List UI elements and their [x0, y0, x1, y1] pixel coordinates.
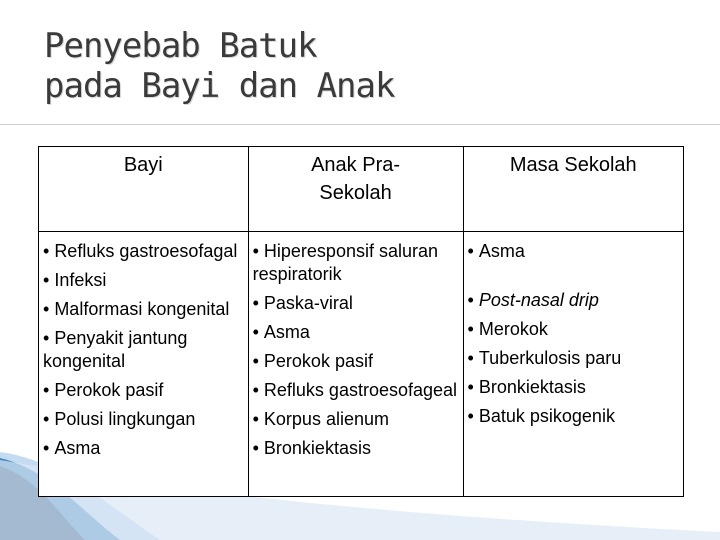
- cell-masa-sekolah: [463, 232, 683, 497]
- list-anak-pra-sekolah: [253, 240, 463, 460]
- list-item-text: Post-nasal drip: [478, 290, 599, 310]
- slide-title: [44, 26, 604, 106]
- list-item: • Korpus alienum: [253, 408, 463, 431]
- list-item: • Batuk psikogenik: [468, 405, 683, 428]
- list-masa-sekolah: [468, 240, 683, 428]
- header-anak-pra-sekolah-text: Anak Pra-Sekolah: [311, 154, 401, 204]
- header-bayi: Bayi: [39, 147, 249, 232]
- list-item: • Refluks gastroesofageal: [253, 379, 463, 402]
- title-divider: [0, 124, 720, 125]
- list-item: • Bronkiektasis: [253, 437, 463, 460]
- list-item: • Paska-viral: [253, 292, 463, 315]
- header-masa-sekolah: Masa Sekolah: [463, 147, 683, 232]
- list-item: • Malformasi kongenital: [43, 298, 248, 321]
- list-item: • Bronkiektasis: [468, 376, 683, 399]
- table-header-row: [39, 147, 684, 232]
- list-item: • Merokok: [468, 318, 683, 341]
- title-line-1: Penyebab Batuk: [44, 26, 317, 66]
- list-item: • Tuberkulosis paru: [468, 347, 683, 370]
- list-item: [468, 289, 683, 312]
- list-item: • Perokok pasif: [253, 350, 463, 373]
- list-item: • Asma: [468, 240, 683, 263]
- list-item: • Infeksi: [43, 269, 248, 292]
- header-anak-pra-sekolah: [248, 147, 463, 232]
- title-line-2: pada Bayi dan Anak: [44, 66, 395, 106]
- list-item: • Refluks gastroesofagal: [43, 240, 248, 263]
- causes-table: [38, 146, 684, 497]
- list-item: • Asma: [253, 321, 463, 344]
- list-item: • Penyakit jantung kongenital: [43, 327, 248, 373]
- cell-anak-pra-sekolah: [248, 232, 463, 497]
- cell-bayi: [39, 232, 249, 497]
- list-item: • Hiperesponsif saluran respiratorik: [253, 240, 463, 286]
- list-item: • Polusi lingkungan: [43, 408, 248, 431]
- list-item: • Perokok pasif: [43, 379, 248, 402]
- list-item: • Asma: [43, 437, 248, 460]
- table-row: [39, 232, 684, 497]
- list-bayi: [43, 240, 248, 460]
